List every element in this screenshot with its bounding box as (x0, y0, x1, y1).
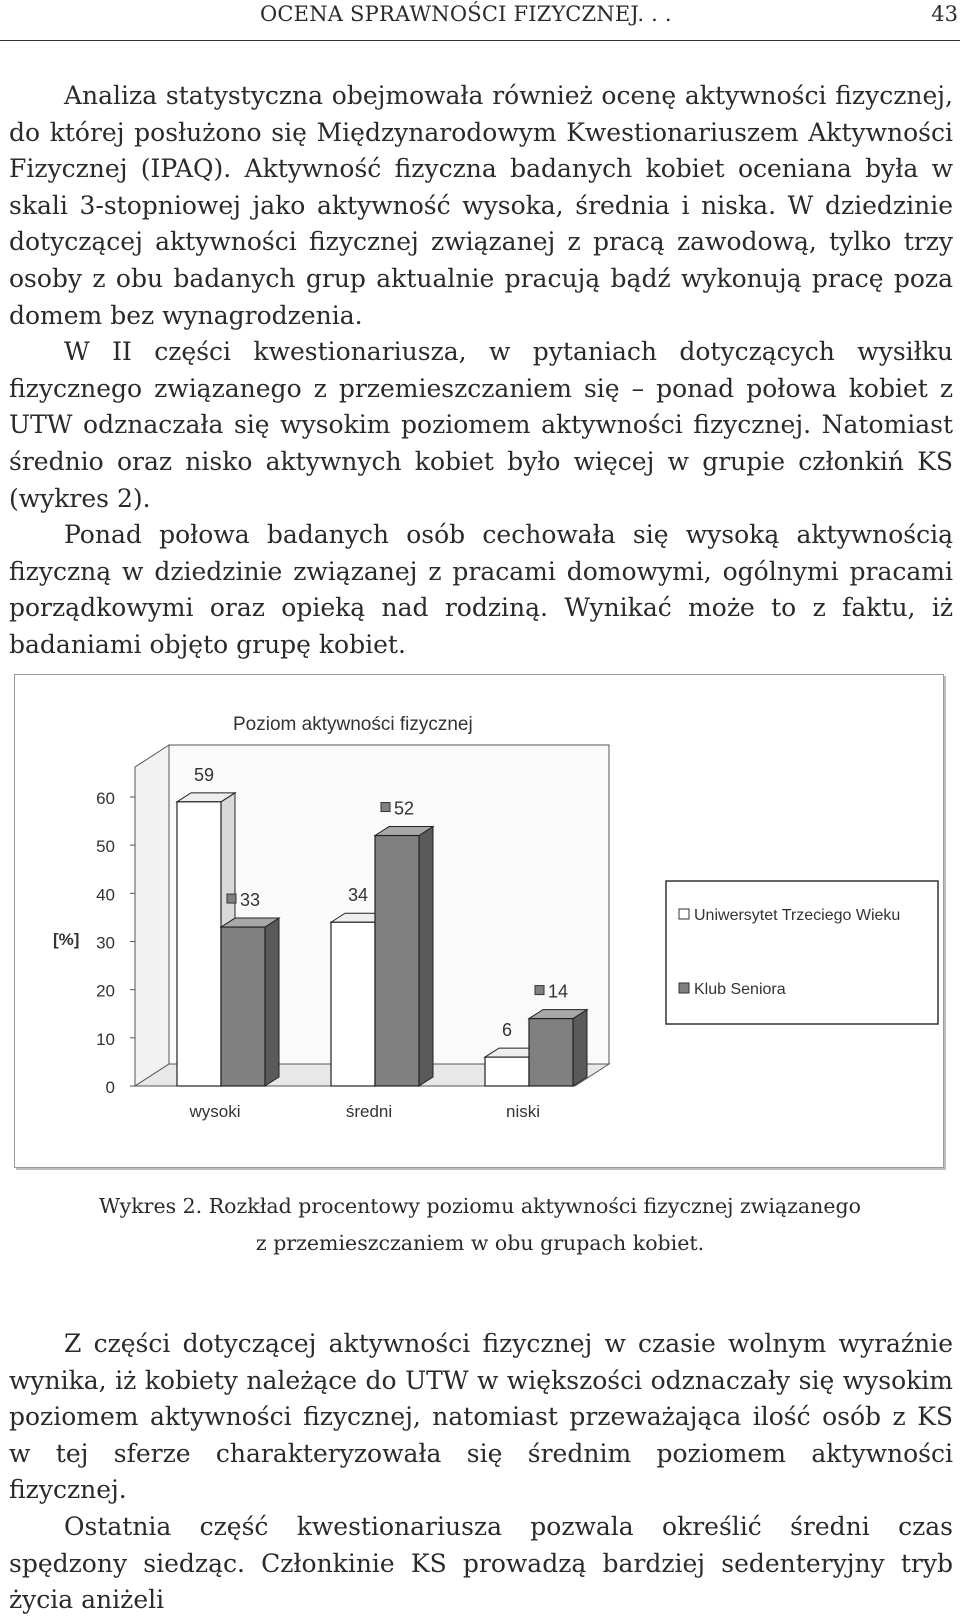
y-tick-label: 10 (96, 1029, 115, 1049)
paragraph: Z części dotyczącej aktywności fizycznej w czasie wolnym wyraźnie wynika, iż kobiety należące do UTW w większości odznaczały się wysokim poziomem aktywności fizycznej, natomiast przeważająca ilość osób z KS w tej sferze charakteryzowała się średnim poziomem aktywności fizycznej. (9, 1329, 953, 1505)
data-label: 52 (394, 798, 415, 819)
chart-side-wall (135, 745, 169, 1086)
chart-legend (666, 881, 938, 1024)
data-label: 59 (194, 764, 215, 785)
legend-label: Klub Seniora (694, 981, 786, 998)
y-tick-label: 40 (96, 885, 115, 905)
paragraph: Ostatnia część kwestionariusza pozwala określić średni czas spędzony siedząc. Członkinie KS prowadzą bardziej sedenteryjny tryb życia aniżeli (9, 1511, 953, 1615)
data-label-key (535, 986, 544, 995)
y-tick-label: 50 (96, 837, 115, 857)
running-title: OCENA SPRAWNOŚCI FIZYCZNEJ. . . (260, 2, 672, 26)
chart-title: Poziom aktywności fizycznej (233, 714, 473, 735)
y-tick-label: 0 (105, 1078, 115, 1097)
bar (375, 836, 419, 1086)
y-tick-label: 20 (96, 981, 115, 1001)
bar-side (573, 1010, 587, 1086)
bar (221, 927, 265, 1086)
page-number: 43 (931, 2, 958, 26)
data-label-key (381, 803, 390, 812)
bar-side (265, 918, 279, 1086)
y-axis-label: [%] (53, 930, 80, 949)
paragraph: Analiza statystyczna obejmowała również ocenę aktywności fizycznej, do której posłużono się Międzynarodowym Kwestionariuszem Aktywności Fizycznej (IPAQ). Aktywność fizyczna badanych kobiet oceniana była w skali 3-stopniowej jako aktywność wysoka, średnia i niska. W dziedzinie dotyczącej aktywności fizycznej związanej z pracą zawodową, tylko trzy osoby z obu badanych grup aktualnie pracują bądź wykonują pracę poza domem bez wynagrodzenia. (9, 81, 953, 330)
bar (331, 922, 375, 1086)
caption-line-2: z przemieszczaniem w obu grupach kobiet. (255, 1231, 705, 1255)
paragraph: Ponad połowa badanych osób cechowała się wysoką aktywnością fizyczną w dziedzinie związanej z pracami domowymi, ogólnymi pracami porządkowymi oraz opieką nad rodziną. Wynikać może to z faktu, iż badaniami objęto grupę kobiet. (9, 520, 953, 659)
legend-label: Uniwersytet Trzeciego Wieku (694, 907, 901, 924)
paragraph: W II części kwestionariusza, w pytaniach dotyczących wysiłku fizycznego związanego z przemieszczaniem się – ponad połowa kobiet z UTW odznaczała się wysokim poziomem aktywności fizycznej. Natomiast średnio oraz nisko aktywnych kobiet było więcej w grupie członkiń KS (wykres 2). (9, 337, 953, 513)
data-label: 6 (502, 1020, 513, 1041)
bar (529, 1019, 573, 1086)
body-text-top (9, 78, 953, 664)
bar-chart (15, 675, 943, 1167)
figure-caption (0, 1188, 960, 1262)
bar (177, 802, 221, 1086)
page-header (0, 0, 960, 41)
legend-swatch (679, 909, 689, 919)
x-tick-label: średni (345, 1102, 393, 1121)
data-label-key (227, 894, 236, 903)
chart-figure (14, 674, 944, 1168)
x-tick-label: niski (505, 1102, 541, 1121)
y-tick-label: 60 (96, 789, 115, 808)
legend-swatch (679, 983, 689, 993)
bar-side (419, 827, 433, 1086)
body-text-bottom (9, 1326, 953, 1619)
bar (485, 1057, 529, 1086)
x-tick-label: wysoki (189, 1102, 241, 1121)
data-label: 34 (348, 885, 369, 906)
y-tick-label: 30 (96, 933, 115, 953)
data-label: 33 (240, 890, 261, 911)
caption-line-1: Wykres 2. Rozkład procentowy poziomu aktywności fizycznej związanego (99, 1194, 861, 1218)
data-label: 14 (548, 981, 569, 1002)
